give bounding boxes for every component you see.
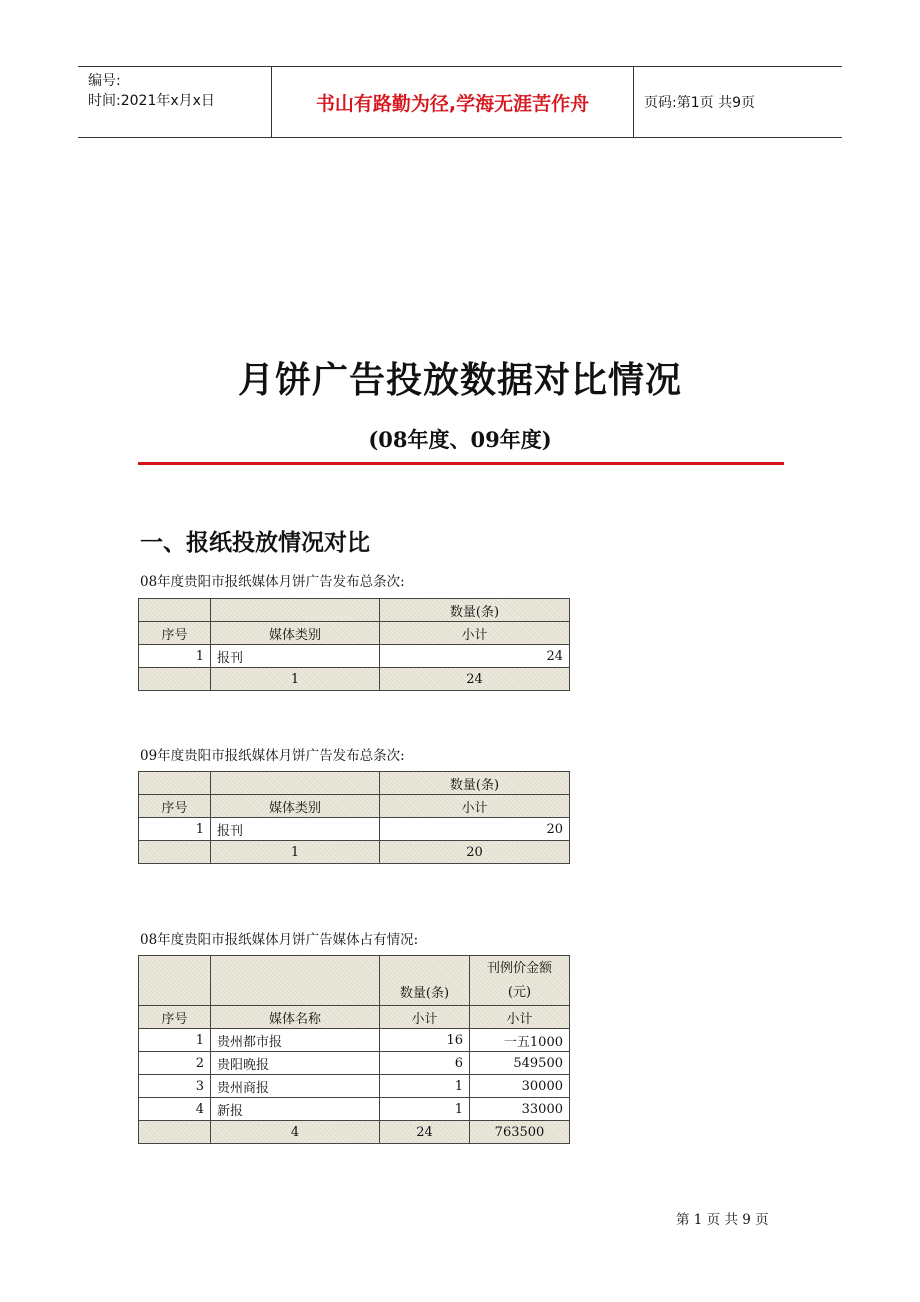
table-cell: 30000: [470, 1075, 570, 1098]
table-cell: 763500: [470, 1121, 570, 1144]
table-cell: 24: [380, 645, 570, 668]
page-footer: 第 1 页 共 9 页: [676, 1212, 769, 1228]
table-row: [139, 1052, 570, 1075]
table-cell: 4: [139, 1098, 211, 1121]
table-header-cell: 媒体类别: [211, 622, 380, 645]
table-total-row: [139, 1121, 570, 1144]
table-header-cell: 数量(条): [380, 772, 570, 795]
table-cell: 24: [380, 1121, 470, 1144]
table-header-cell: 媒体名称: [211, 1006, 380, 1029]
table-header-cell: [211, 599, 380, 622]
table-header-cell: [211, 772, 380, 795]
table-cell: 贵州商报: [211, 1075, 380, 1098]
table-row: [139, 1075, 570, 1098]
table-header-row: [139, 795, 570, 818]
table-row: [139, 1029, 570, 1052]
header-motto: 书山有路勤为径,学海无涯苦作舟: [272, 67, 634, 137]
table-header-row: [139, 1006, 570, 1029]
table2: [138, 771, 570, 864]
table-cell: 新报: [211, 1098, 380, 1121]
table-cell: [139, 668, 211, 691]
table-cell: 1: [380, 1075, 470, 1098]
table-header-cell: [139, 599, 211, 622]
table-cell: [139, 1121, 211, 1144]
table-row: [139, 818, 570, 841]
table-header-cell: 数量(条): [380, 599, 570, 622]
section-heading: 一、报纸投放情况对比: [140, 530, 370, 556]
table3-caption: 08年度贵阳市报纸媒体月饼广告媒体占有情况:: [140, 932, 419, 948]
table-cell: 1: [380, 1098, 470, 1121]
table-cell: 1: [211, 841, 380, 864]
table-row: [139, 645, 570, 668]
table3: [138, 955, 570, 1144]
table-cell: 1: [139, 818, 211, 841]
table-header-row: [139, 599, 570, 622]
table-total-row: [139, 841, 570, 864]
table2-caption: 09年度贵阳市报纸媒体月饼广告发布总条次:: [140, 748, 405, 764]
table-cell: 3: [139, 1075, 211, 1098]
table-cell: 549500: [470, 1052, 570, 1075]
table-cell: 2: [139, 1052, 211, 1075]
table1: [138, 598, 570, 691]
price-header-line2: (元): [507, 984, 532, 1000]
document-title: 月饼广告投放数据对比情况: [237, 360, 682, 401]
header-page-code: 页码:第1页 共9页: [644, 95, 755, 111]
table-header-cell: 数量(条): [380, 956, 470, 1006]
table-total-row: [139, 668, 570, 691]
table-cell: 1: [139, 1029, 211, 1052]
table-cell: 24: [380, 668, 570, 691]
page-header: [78, 66, 842, 138]
title-divider: [138, 462, 784, 465]
table-cell: [139, 841, 211, 864]
table-header-cell: [470, 956, 570, 1006]
table-header-cell: 小计: [380, 622, 570, 645]
table-header-cell: 序号: [139, 622, 211, 645]
table-header-cell: [139, 772, 211, 795]
table-header-cell: 序号: [139, 1006, 211, 1029]
table-header-cell: 序号: [139, 795, 211, 818]
table-header-row: [139, 956, 570, 1006]
table-cell: 1: [211, 668, 380, 691]
header-meta: [78, 67, 272, 137]
table-cell: 33000: [470, 1098, 570, 1121]
table-header-cell: 小计: [380, 795, 570, 818]
table-header-row: [139, 772, 570, 795]
table-row: [139, 1098, 570, 1121]
table-header-cell: 媒体类别: [211, 795, 380, 818]
table-cell: 20: [380, 841, 570, 864]
table-header-cell: [139, 956, 211, 1006]
table-cell: 贵阳晚报: [211, 1052, 380, 1075]
table-header-row: [139, 622, 570, 645]
document-subtitle: (08年度、09年度): [368, 427, 552, 452]
table-cell: 20: [380, 818, 570, 841]
table-cell: 4: [211, 1121, 380, 1144]
table-cell: 一五1000: [470, 1029, 570, 1052]
number-label: 编号:: [88, 73, 121, 89]
table-cell: 1: [139, 645, 211, 668]
table-header-cell: 小计: [380, 1006, 470, 1029]
table-cell: 贵州都市报: [211, 1029, 380, 1052]
table-cell: 16: [380, 1029, 470, 1052]
price-header-line1: 刊例价金额: [486, 960, 552, 976]
table-cell: 报刊: [211, 645, 380, 668]
table-cell: 报刊: [211, 818, 380, 841]
table-header-cell: 小计: [470, 1006, 570, 1029]
table-cell: 6: [380, 1052, 470, 1075]
table1-caption: 08年度贵阳市报纸媒体月饼广告发布总条次:: [140, 574, 405, 590]
time-label: 时间:2021年x月x日: [88, 93, 215, 109]
table-header-cell: [211, 956, 380, 1006]
